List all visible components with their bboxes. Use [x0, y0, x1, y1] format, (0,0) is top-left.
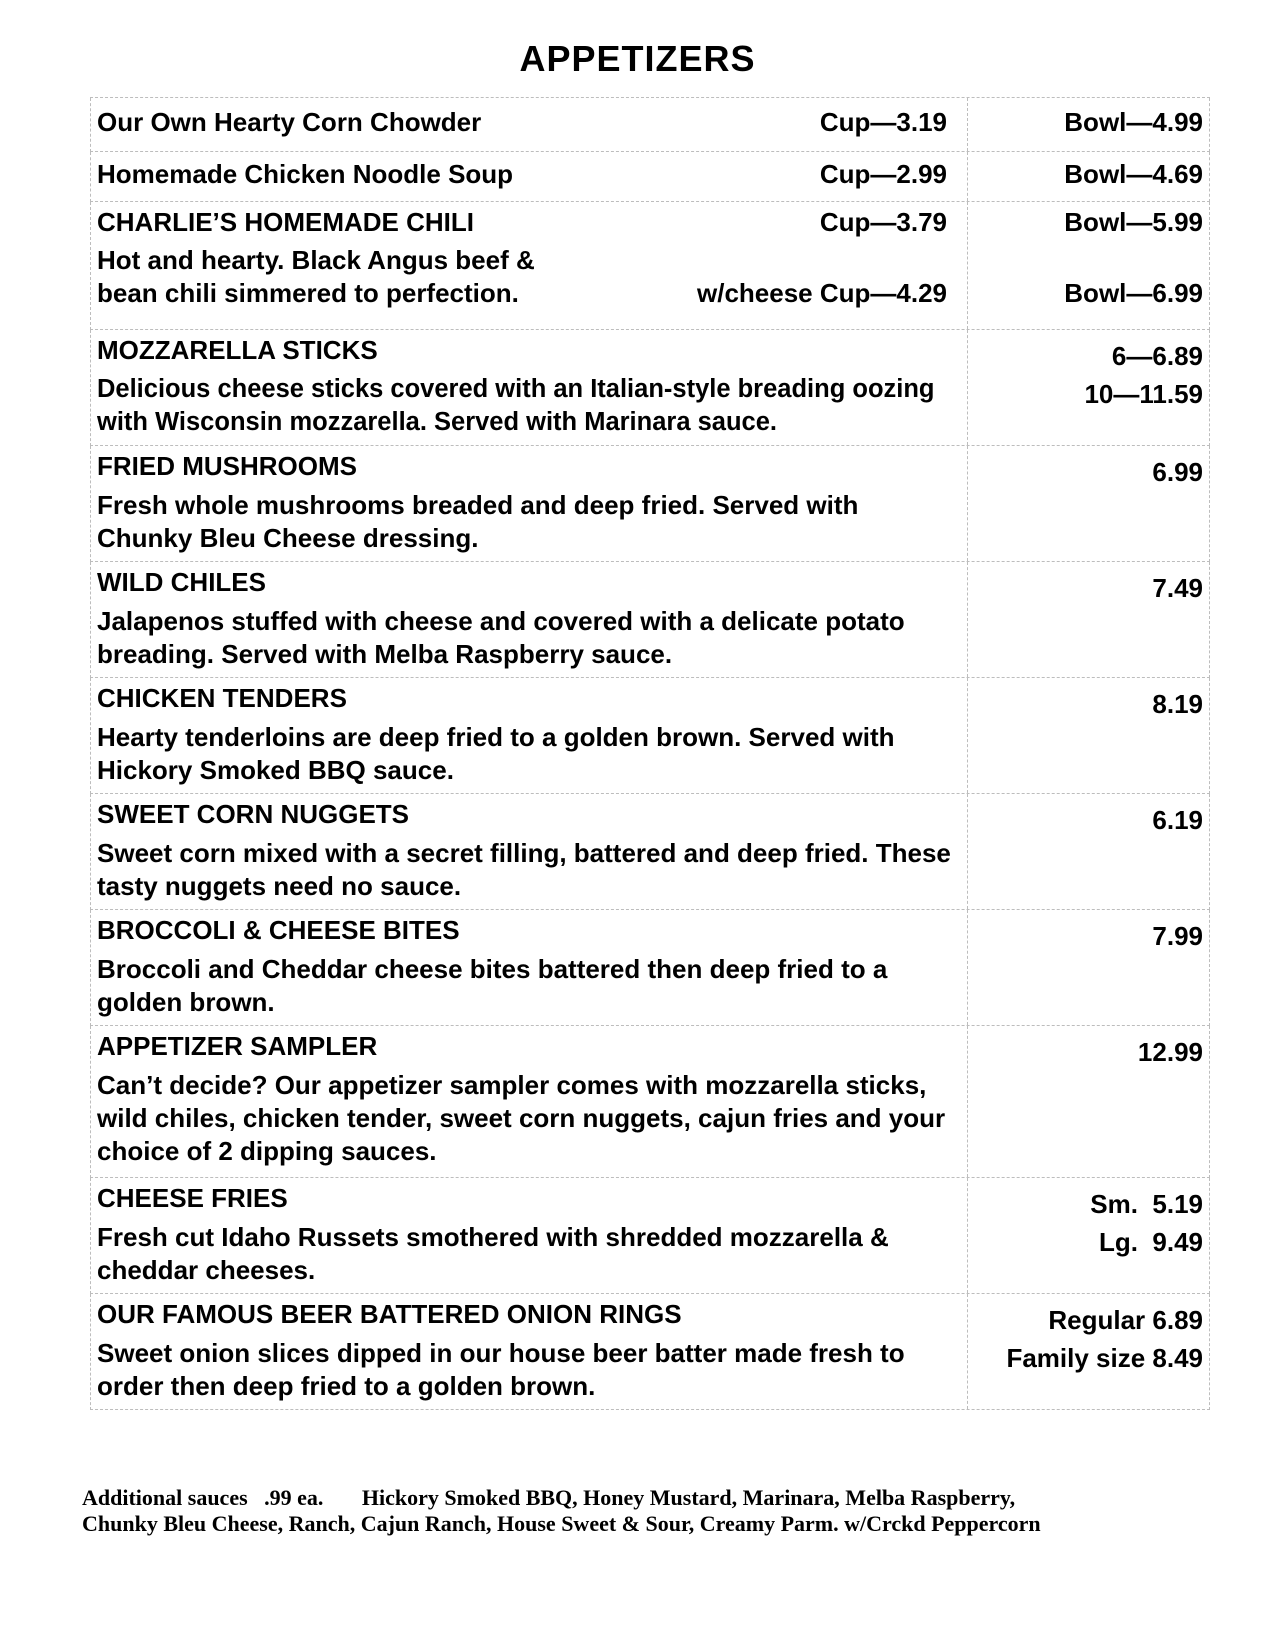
menu-item [90, 330, 1210, 446]
additional-sauces-note [82, 1485, 1222, 1537]
item-price: 8.19 [1152, 689, 1203, 719]
bowl-price: Bowl—5.99 [1064, 207, 1203, 237]
item-description: Fresh whole mushrooms breaded and deep fried. Served with Chunky Bleu Cheese dressing. [97, 490, 859, 553]
menu-item [90, 1026, 1210, 1178]
item-name: APPETIZER SAMPLER [97, 1031, 378, 1061]
menu-item [90, 910, 1210, 1026]
item-description: Jalapenos stuffed with cheese and covered with a delicate potato breading. Served with Melba Raspberry sauce. [97, 606, 905, 669]
menu-item [90, 1178, 1210, 1294]
item-price: Sm. 5.19 [1090, 1189, 1203, 1219]
menu-item [90, 678, 1210, 794]
item-description: Sweet onion slices dipped in our house beer batter made fresh to order then deep fried to a golden brown. [97, 1338, 905, 1401]
page-title: APPETIZERS [519, 38, 756, 79]
sauces-list: Chunky Bleu Cheese, Ranch, Cajun Ranch, House Sweet & Sour, Creamy Parm. w/Crckd Peppercorn [82, 1511, 1041, 1536]
item-name: CHARLIE’S HOMEMADE CHILI [97, 207, 474, 237]
item-description: bean chili simmered to perfection. [97, 278, 519, 308]
item-price: 12.99 [1137, 1037, 1203, 1067]
item-price: 10—11.59 [1084, 379, 1203, 409]
item-name: Homemade Chicken Noodle Soup [97, 159, 514, 189]
item-name: CHICKEN TENDERS [97, 683, 347, 713]
menu-item [90, 446, 1210, 562]
menu-item [90, 794, 1210, 910]
item-price: Lg. 9.49 [1098, 1227, 1203, 1257]
item-price: 6—6.89 [1111, 341, 1203, 371]
bowl-price: Bowl—4.69 [1064, 159, 1203, 189]
item-name: CHEESE FRIES [97, 1183, 288, 1213]
item-name: WILD CHILES [97, 567, 266, 597]
item-description: Sweet corn mixed with a secret filling, battered and deep fried. These tasty nuggets need no sauce. [97, 838, 951, 901]
menu-item [90, 98, 1210, 152]
menu-item [90, 152, 1210, 202]
bowl-price: Bowl—4.99 [1064, 107, 1203, 137]
cup-price: Cup—2.99 [819, 159, 947, 189]
cup-price: Cup—3.79 [819, 207, 947, 237]
item-name: FRIED MUSHROOMS [97, 451, 357, 481]
bowl-price: Bowl—6.99 [1064, 278, 1203, 308]
item-price: 6.99 [1152, 457, 1203, 487]
item-price: Family size 8.49 [1006, 1343, 1203, 1373]
menu-item [90, 562, 1210, 678]
menu-item [90, 1294, 1210, 1410]
item-description: Delicious cheese sticks covered with an Italian-style breading oozing with Wisconsin mozzarella. Served with Marinara sauce. [97, 375, 935, 436]
item-price: Regular 6.89 [1048, 1305, 1203, 1335]
menu-grid [90, 97, 1210, 1410]
item-description: Fresh cut Idaho Russets smothered with shredded mozzarella & cheddar cheeses. [97, 1222, 889, 1285]
item-description: Hearty tenderloins are deep fried to a golden brown. Served with Hickory Smoked BBQ sauce. [97, 722, 895, 785]
sauces-price-label: Additional sauces .99 ea. [82, 1485, 324, 1510]
item-name: MOZZARELLA STICKS [97, 335, 378, 365]
item-name: SWEET CORN NUGGETS [97, 799, 410, 829]
cheese-cup-price: w/cheese Cup—4.29 [697, 278, 947, 308]
item-price: 6.19 [1152, 805, 1203, 835]
item-name: BROCCOLI & CHEESE BITES [97, 915, 460, 945]
sauces-list: Hickory Smoked BBQ, Honey Mustard, Marinara, Melba Raspberry, [361, 1485, 1016, 1510]
item-description: Hot and hearty. Black Angus beef & [97, 245, 535, 275]
menu-item [90, 202, 1210, 330]
item-description: Broccoli and Cheddar cheese bites battered then deep fried to a golden brown. [97, 954, 888, 1017]
item-name: Our Own Hearty Corn Chowder [97, 107, 482, 137]
item-price: 7.99 [1152, 921, 1203, 951]
item-description: Can’t decide? Our appetizer sampler comes with mozzarella sticks, wild chiles, chicken tender, sweet corn nuggets, cajun fries and your choice of 2 dipping sauces. [97, 1070, 946, 1166]
item-name: OUR FAMOUS BEER BATTERED ONION RINGS [97, 1299, 682, 1329]
item-price: 7.49 [1152, 573, 1203, 603]
cup-price: Cup—3.19 [819, 107, 947, 137]
